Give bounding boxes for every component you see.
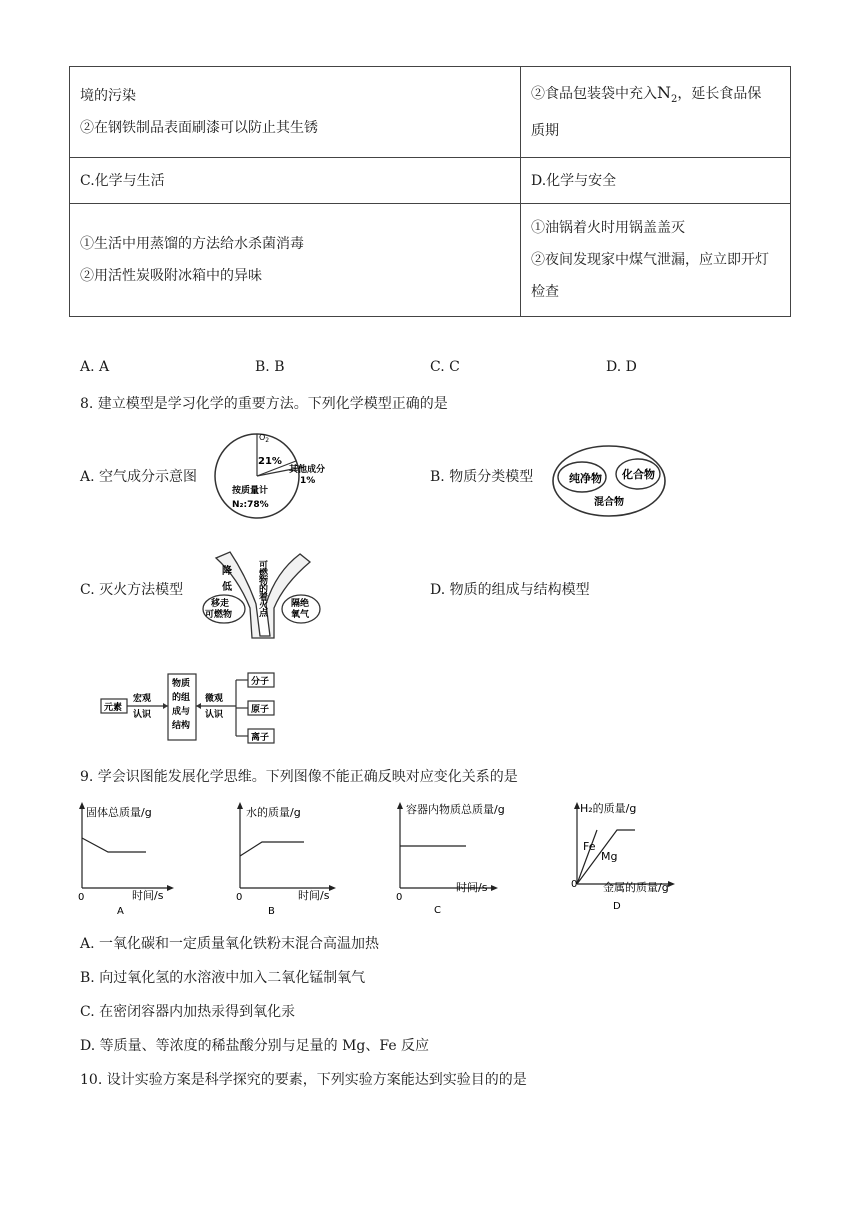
q9-graph-c bbox=[388, 800, 528, 918]
structure-element-label: 元素 bbox=[104, 703, 123, 713]
fire-mid-label: 可燃物的着火点 bbox=[257, 560, 267, 616]
q9-graph-a bbox=[70, 800, 180, 918]
q9-option-a: A. 一氧化碳和一定质量氧化铁粉末混合高温加热 bbox=[80, 936, 380, 952]
pie-n2-label: N₂:78% bbox=[232, 500, 269, 510]
graph-a-ylabel: 固体总质量/g bbox=[86, 806, 152, 819]
q7-cell-text: ①生活中用蒸馏的方法给水杀菌消毒 bbox=[80, 236, 304, 252]
q7-cell-b-partial bbox=[70, 67, 521, 158]
fire-leaf-left-label: 移走可燃物 bbox=[205, 599, 233, 620]
graph-d-letter: D bbox=[613, 901, 621, 912]
q7-option-d: D. D bbox=[606, 359, 637, 375]
venn-outer-label: 混合物 bbox=[594, 497, 624, 508]
q9-graph-d bbox=[565, 796, 683, 918]
graph-a-origin: 0 bbox=[78, 892, 85, 903]
graph-c-origin: 0 bbox=[396, 892, 403, 903]
graph-c-ylabel: 容器内物质总质量/g bbox=[406, 803, 505, 816]
q9-option-c: C. 在密闭容器内加热汞得到氧化汞 bbox=[80, 1004, 296, 1020]
q7-option-b: B. B bbox=[255, 359, 285, 375]
graph-c-letter: C bbox=[434, 905, 441, 916]
pie-o2-percent: 21% bbox=[258, 456, 282, 467]
graph-c-xlabel: 时间/s bbox=[456, 881, 488, 894]
graph-a-letter: A bbox=[117, 906, 124, 917]
fire-extinguishing-model bbox=[200, 548, 330, 640]
graph-d-mg-label: Mg bbox=[601, 850, 618, 863]
q8-option-c: C. 灭火方法模型 bbox=[80, 582, 184, 598]
fire-leaf-right-label: 隔绝氧气 bbox=[291, 599, 310, 620]
pie-mass-label: 按质量计 bbox=[232, 486, 269, 496]
substance-classification-venn bbox=[550, 443, 670, 519]
q7-option-c: C. C bbox=[430, 359, 460, 375]
fire-left-arm-label: 降低 bbox=[219, 565, 231, 597]
graph-d-origin: 0 bbox=[571, 879, 578, 890]
venn-inner1-label: 纯净物 bbox=[569, 472, 602, 485]
graph-d-fe-label: Fe bbox=[583, 840, 596, 853]
q7-cell-c-header: C.化学与生活 bbox=[70, 158, 521, 204]
graph-d-ylabel: H₂的质量/g bbox=[580, 802, 637, 815]
q7-cell-text: ②用活性炭吸附冰箱中的异味 bbox=[80, 268, 262, 284]
q9-option-b: B. 向过氧化氢的水溶液中加入二氧化锰制氧气 bbox=[80, 970, 366, 986]
q9-option-d: D. 等质量、等浓度的稀盐酸分别与足量的 Mg、Fe 反应 bbox=[80, 1038, 430, 1054]
q7-cell-text: 境的污染 bbox=[80, 88, 136, 104]
q7-cell-d-header: D.化学与安全 bbox=[521, 158, 791, 204]
q9-stem: 9. 学会识图能发展化学思维。下列图像不能正确反映对应变化关系的是 bbox=[80, 769, 518, 785]
q8-stem: 8. 建立模型是学习化学的重要方法。下列化学模型正确的是 bbox=[80, 396, 448, 412]
q7-cell-text: ②夜间发现家中煤气泄漏，应立即开灯 bbox=[531, 252, 769, 268]
structure-item-atom: 原子 bbox=[251, 705, 270, 715]
air-composition-pie bbox=[212, 430, 352, 522]
pie-other-label: 其他成分 bbox=[289, 465, 326, 475]
q7-cell-text: 质期 bbox=[531, 123, 559, 140]
q8-option-a: A. 空气成分示意图 bbox=[80, 469, 198, 485]
graph-b-ylabel: 水的质量/g bbox=[246, 806, 301, 819]
structure-center-label: 物质的组成与结构 bbox=[172, 679, 191, 731]
structure-macro-label-1: 宏观 bbox=[133, 694, 152, 704]
graph-b-xlabel: 时间/s bbox=[298, 889, 330, 902]
structure-macro-label-2: 认识 bbox=[133, 710, 152, 720]
q7-cell-text: ②食品包装袋中充入$N_2$，延长食品保 bbox=[531, 82, 762, 105]
graph-b-origin: 0 bbox=[236, 892, 243, 903]
graph-b-letter: B bbox=[268, 906, 275, 917]
q7-cell-c-body bbox=[70, 204, 521, 317]
q8-option-b: B. 物质分类模型 bbox=[430, 469, 534, 485]
pie-other-percent: 1% bbox=[300, 476, 316, 486]
q7-cell-text: ②在钢铁制品表面刷漆可以防止其生锈 bbox=[80, 120, 318, 136]
q7-table bbox=[69, 66, 791, 317]
structure-micro-label-1: 微观 bbox=[205, 694, 224, 704]
structure-item-ion: 离子 bbox=[251, 733, 270, 743]
pie-o2-label: $O_2$ bbox=[259, 433, 270, 444]
q9-graph-b bbox=[228, 800, 343, 918]
q8-option-d: D. 物质的组成与结构模型 bbox=[430, 582, 590, 598]
q7-cell-d-body bbox=[521, 204, 791, 317]
structure-micro-label-2: 认识 bbox=[205, 710, 224, 720]
graph-d-xlabel: 金属的质量/g bbox=[603, 881, 669, 894]
q7-option-a: A. A bbox=[80, 359, 110, 375]
venn-inner2-label: 化合物 bbox=[622, 468, 655, 481]
q10-stem: 10. 设计实验方案是科学探究的要素，下列实验方案能达到实验目的的是 bbox=[80, 1072, 527, 1088]
q7-cell-text: ①油锅着火时用锅盖盖灭 bbox=[531, 220, 685, 236]
structure-item-molecule: 分子 bbox=[251, 677, 270, 687]
composition-structure-model bbox=[100, 668, 285, 748]
q7-cell-text: 检查 bbox=[531, 284, 559, 300]
q7-cell-d-partial bbox=[521, 67, 791, 158]
graph-a-xlabel: 时间/s bbox=[132, 889, 164, 902]
